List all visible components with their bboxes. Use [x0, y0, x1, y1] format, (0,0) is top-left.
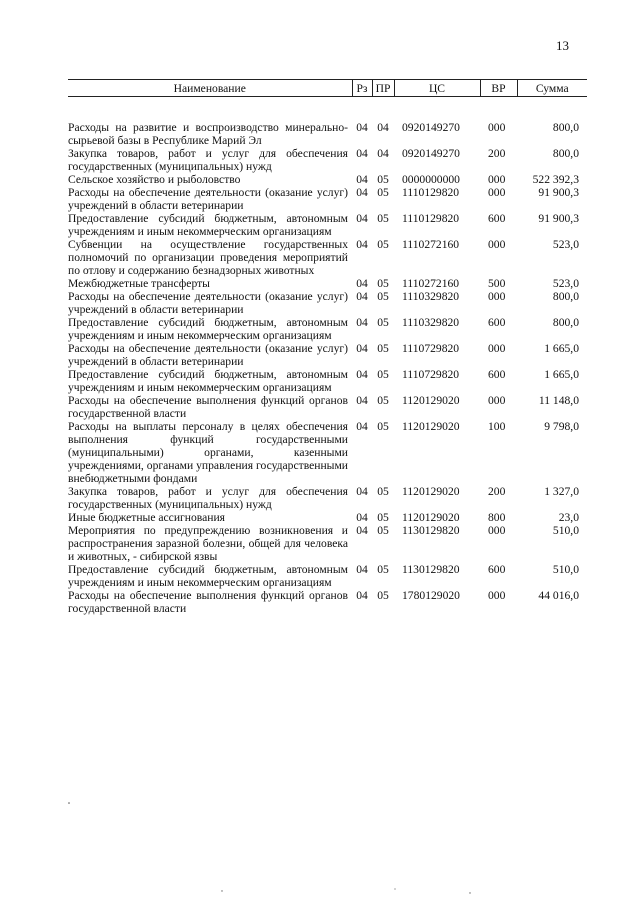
column-header-vr: ВР — [480, 80, 517, 97]
cell-cs: 1110129820 — [402, 212, 460, 225]
cell-rz: 04 — [356, 238, 368, 251]
table-row — [68, 212, 587, 238]
cell-rz: 04 — [356, 420, 368, 433]
cell-pr: 05 — [377, 277, 389, 290]
cell-cs: 1110272160 — [402, 277, 460, 290]
cell-pr: 04 — [377, 147, 389, 160]
table-row — [68, 563, 587, 589]
cell-rz: 04 — [356, 511, 368, 524]
table-row — [68, 97, 587, 148]
cell-name: Мероприятия по предупреждению возникновения и распространения заразной болезни, общей для человека и животных, - сибирской язвы — [68, 524, 348, 563]
table-row — [68, 511, 587, 524]
cell-sum: 510,0 — [552, 524, 579, 537]
cell-cs: 0920149270 — [402, 147, 460, 160]
cell-cs: 1120129020 — [402, 394, 460, 407]
cell-sum: 800,0 — [552, 316, 579, 329]
cell-rz: 04 — [356, 563, 368, 576]
cell-name: Предоставление субсидий бюджетным, автономным учреждениям и иным некоммерческим организациям — [68, 368, 348, 394]
cell-cs: 1110272160 — [402, 238, 460, 251]
cell-cs: 1110329820 — [402, 290, 460, 303]
cell-pr: 05 — [377, 394, 389, 407]
cell-vr: 000 — [488, 589, 506, 602]
cell-pr: 05 — [377, 485, 389, 498]
cell-name: Расходы на обеспечение выполнения функций органов государственной власти — [68, 394, 348, 420]
cell-sum: 523,0 — [552, 238, 579, 251]
cell-vr: 500 — [488, 277, 506, 290]
table-row — [68, 290, 587, 316]
cell-name: Расходы на обеспечение деятельности (оказание услуг) учреждений в области ветеринарии — [68, 290, 348, 316]
cell-name: Предоставление субсидий бюджетным, автономным учреждениям и иным некоммерческим организациям — [68, 212, 348, 238]
cell-pr: 05 — [377, 589, 389, 602]
cell-pr: 05 — [377, 368, 389, 381]
cell-pr: 05 — [377, 420, 389, 433]
column-header-cs: ЦС — [394, 80, 480, 97]
cell-pr: 05 — [377, 316, 389, 329]
cell-cs: 1120129020 — [402, 420, 460, 433]
cell-vr: 600 — [488, 563, 506, 576]
cell-sum: 23,0 — [558, 511, 579, 524]
cell-sum: 1 327,0 — [544, 485, 579, 498]
column-header-pr: ПР — [372, 80, 394, 97]
cell-rz: 04 — [356, 342, 368, 355]
table-row — [68, 589, 587, 615]
scan-speck — [469, 892, 470, 893]
budget-table — [68, 79, 587, 615]
cell-cs: 1110729820 — [402, 342, 460, 355]
cell-name: Предоставление субсидий бюджетным, автономным учреждениям и иным некоммерческим организациям — [68, 316, 348, 342]
cell-sum: 510,0 — [552, 563, 579, 576]
cell-name: Закупка товаров, работ и услуг для обеспечения государственных (муниципальных) нужд — [68, 485, 348, 511]
cell-vr: 000 — [488, 394, 506, 407]
cell-sum: 91 900,3 — [538, 212, 579, 225]
cell-vr: 600 — [488, 368, 506, 381]
table-row — [68, 147, 587, 173]
column-header-sum: Сумма — [517, 80, 587, 97]
cell-rz: 04 — [356, 277, 368, 290]
cell-rz: 04 — [356, 173, 368, 186]
cell-name: Расходы на обеспечение деятельности (оказание услуг) учреждений в области ветеринарии — [68, 186, 348, 212]
cell-rz: 04 — [356, 589, 368, 602]
cell-vr: 000 — [488, 238, 506, 251]
cell-cs: 1780129020 — [402, 589, 460, 602]
cell-sum: 91 900,3 — [538, 186, 579, 199]
cell-vr: 100 — [488, 420, 506, 433]
table-row — [68, 524, 587, 563]
cell-cs: 1110329820 — [402, 316, 460, 329]
cell-cs: 1110129820 — [402, 186, 460, 199]
table-row — [68, 277, 587, 290]
table-row — [68, 173, 587, 186]
cell-rz: 04 — [356, 316, 368, 329]
table-row — [68, 316, 587, 342]
cell-vr: 200 — [488, 485, 506, 498]
cell-pr: 05 — [377, 238, 389, 251]
cell-vr: 000 — [488, 186, 506, 199]
table-row — [68, 342, 587, 368]
cell-pr: 04 — [377, 121, 389, 134]
cell-vr: 200 — [488, 147, 506, 160]
table-row — [68, 368, 587, 394]
cell-rz: 04 — [356, 394, 368, 407]
cell-vr: 000 — [488, 173, 506, 186]
cell-name: Предоставление субсидий бюджетным, автономным учреждениям и иным некоммерческим организациям — [68, 563, 348, 589]
cell-cs: 1130129820 — [402, 563, 460, 576]
cell-sum: 800,0 — [552, 290, 579, 303]
cell-name: Субвенции на осуществление государственных полномочий по организации проведения мероприятий по отлову и содержанию безнадзорных животных — [68, 238, 348, 277]
cell-rz: 04 — [356, 147, 368, 160]
column-header-rz: Рз — [352, 80, 372, 97]
cell-pr: 05 — [377, 342, 389, 355]
cell-cs: 1120129020 — [402, 511, 460, 524]
page-number: 13 — [556, 38, 569, 53]
cell-name: Закупка товаров, работ и услуг для обеспечения государственных (муниципальных) нужд — [68, 147, 348, 173]
cell-vr: 600 — [488, 316, 506, 329]
scan-speck — [68, 802, 70, 804]
scan-speck — [221, 890, 222, 891]
cell-name: Расходы на обеспечение выполнения функций органов государственной власти — [68, 589, 348, 615]
cell-pr: 05 — [377, 563, 389, 576]
cell-name: Межбюджетные трансферты — [68, 277, 210, 290]
cell-pr: 05 — [377, 173, 389, 186]
table-row — [68, 485, 587, 511]
cell-rz: 04 — [356, 524, 368, 537]
scan-speck — [394, 888, 395, 889]
cell-sum: 11 148,0 — [538, 394, 579, 407]
cell-cs: 1130129820 — [402, 524, 460, 537]
table-row — [68, 186, 587, 212]
column-header-name: Наименование — [68, 80, 352, 97]
cell-sum: 1 665,0 — [544, 342, 579, 355]
cell-name: Иные бюджетные ассигнования — [68, 511, 225, 524]
cell-cs: 0000000000 — [402, 173, 460, 186]
cell-rz: 04 — [356, 368, 368, 381]
cell-sum: 1 665,0 — [544, 368, 579, 381]
cell-name: Расходы на обеспечение деятельности (оказание услуг) учреждений в области ветеринарии — [68, 342, 348, 368]
table-row — [68, 394, 587, 420]
cell-pr: 05 — [377, 524, 389, 537]
cell-rz: 04 — [356, 485, 368, 498]
cell-pr: 05 — [377, 212, 389, 225]
cell-vr: 600 — [488, 212, 506, 225]
cell-name: Расходы на развитие и воспроизводство минерально-сырьевой базы в Республике Марий Эл — [68, 121, 348, 147]
cell-cs: 0920149270 — [402, 121, 460, 134]
cell-rz: 04 — [356, 186, 368, 199]
cell-rz: 04 — [356, 290, 368, 303]
cell-name: Сельское хозяйство и рыболовство — [68, 173, 241, 186]
cell-sum: 44 016,0 — [538, 589, 579, 602]
cell-sum: 522 392,3 — [532, 173, 579, 186]
cell-pr: 05 — [377, 511, 389, 524]
cell-vr: 000 — [488, 524, 506, 537]
cell-vr: 800 — [488, 511, 506, 524]
table-row — [68, 420, 587, 485]
cell-sum: 800,0 — [552, 147, 579, 160]
cell-sum: 800,0 — [552, 121, 579, 134]
cell-name: Расходы на выплаты персоналу в целях обеспечения выполнения функций государственными (муниципальными) органами, казенными учреждениями, органами управления государственными внебюджетными фондами — [68, 420, 348, 485]
cell-cs: 1110729820 — [402, 368, 460, 381]
cell-sum: 9 798,0 — [544, 420, 579, 433]
cell-rz: 04 — [356, 121, 368, 134]
table-header-row — [68, 80, 587, 97]
cell-vr: 000 — [488, 121, 506, 134]
cell-pr: 05 — [377, 290, 389, 303]
cell-rz: 04 — [356, 212, 368, 225]
cell-cs: 1120129020 — [402, 485, 460, 498]
cell-pr: 05 — [377, 186, 389, 199]
table-row — [68, 238, 587, 277]
cell-vr: 000 — [488, 290, 506, 303]
cell-vr: 000 — [488, 342, 506, 355]
cell-sum: 523,0 — [552, 277, 579, 290]
table-body — [68, 97, 587, 616]
